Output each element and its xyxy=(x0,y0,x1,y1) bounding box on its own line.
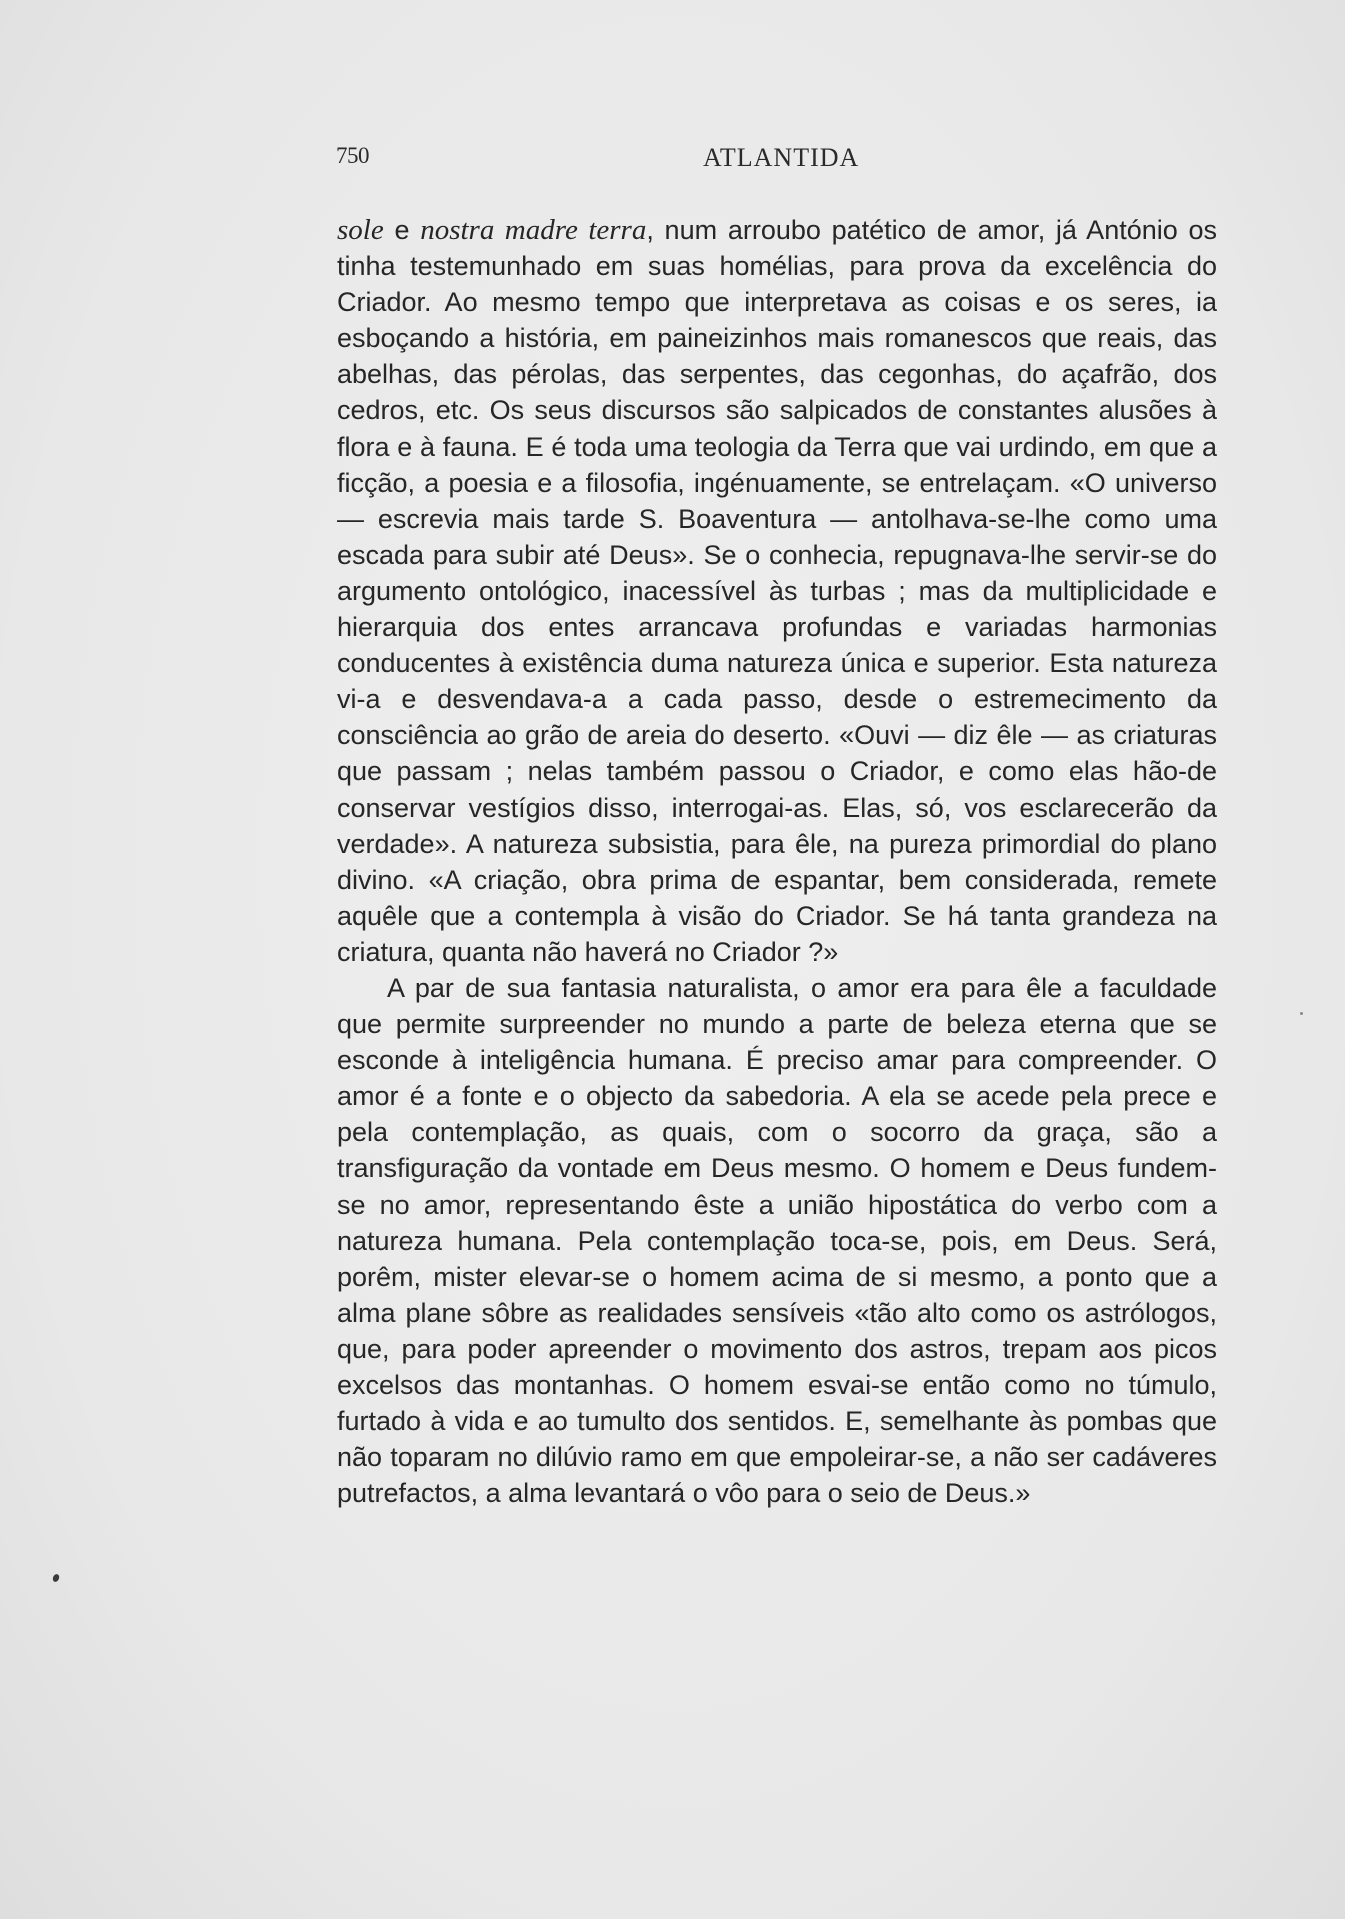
italic-phrase-sole: sole xyxy=(337,214,384,246)
page-header xyxy=(336,143,1216,183)
paragraph-1 xyxy=(337,212,1217,970)
ink-speck-mark xyxy=(52,1573,61,1583)
paragraph-2 xyxy=(337,970,1217,1511)
italic-connector: e xyxy=(383,215,421,245)
dust-speck-mark xyxy=(1300,1012,1303,1015)
paragraph-1-text: , num arroubo patético de amor, já António os tinha testemunhado em suas homélias, para prova da excelência do Criador. Ao mesmo tempo que interpretava as coisas e os seres, ia esboçando a história, em paineizinhos mais romanescos que reais, das abelhas, das pérolas, das serpentes, das cegonhas, do açafrão, dos cedros, etc. Os seus discursos são salpicados de constantes alusões à flora e à fauna. E é toda uma teologia da Terra que vai urdindo, em que a ficção, a poesia e a filosofia, ingénuamente, se entrelaçam. «O universo — escrevia mais tarde S. Boaventura — antolhava-se-lhe como uma escada para subir até Deus». Se o conhecia, repugnava-lhe servir-se do argumento ontológico, inacessível às turbas ; mas da multiplicidade e hierarquia dos entes arrancava profundas e variadas harmonias conducentes à existência duma natureza única e superior. Esta natureza vi-a e desvendava-a a cada passo, desde o estremecimento da consciência ao grão de areia do deserto. «Ouvi — diz êle — as criaturas que passam ; nelas também passou o Criador, e como elas hão-de conservar vestígios disso, interrogai-as. Elas, só, vos esclarecerão da verdade». A natureza subsistia, para êle, na pureza primordial do plano divino. «A criação, obra prima de espantar, bem considerada, remete aquêle que a contempla à visão do Criador. Se há tanta grandeza na criatura, quanta não haverá no Criador ?» xyxy=(337,215,1217,967)
body-text xyxy=(337,212,1217,1511)
paragraph-2-text: A par de sua fantasia naturalista, o amor era para êle a faculdade que permite surpreender no mundo a parte de beleza eterna que se esconde à inteligência humana. É preciso amar para compreender. O amor é a fonte e o objecto da sabedoria. A ela se acede pela prece e pela contemplação, as quais, com o socorro da graça, são a transfiguração da vontade em Deus mesmo. O homem e Deus fundem-se no amor, representando êste a união hipostática do verbo com a natureza humana. Pela contemplação toca-se, pois, em Deus. Será, porêm, mister elevar-se o homem acima de si mesmo, a ponto que a alma plane sôbre as realidades sensíveis «tão alto como os astrólogos, que, para poder apreender o movimento dos astros, trepam aos picos excelsos das montanhas. O homem esvai-se então como no túmulo, furtado à vida e ao tumulto dos sentidos. E, semelhante às pombas que não toparam no dilúvio ramo em que empoleirar-se, a não ser cadáveres putrefactos, a alma levantará o vôo para o seio de Deus.» xyxy=(337,972,1217,1509)
page-number: 750 xyxy=(336,143,369,168)
running-title: ATLANTIDA xyxy=(703,143,860,172)
italic-phrase-nostra-madre-terra: nostra madre terra xyxy=(420,214,647,246)
